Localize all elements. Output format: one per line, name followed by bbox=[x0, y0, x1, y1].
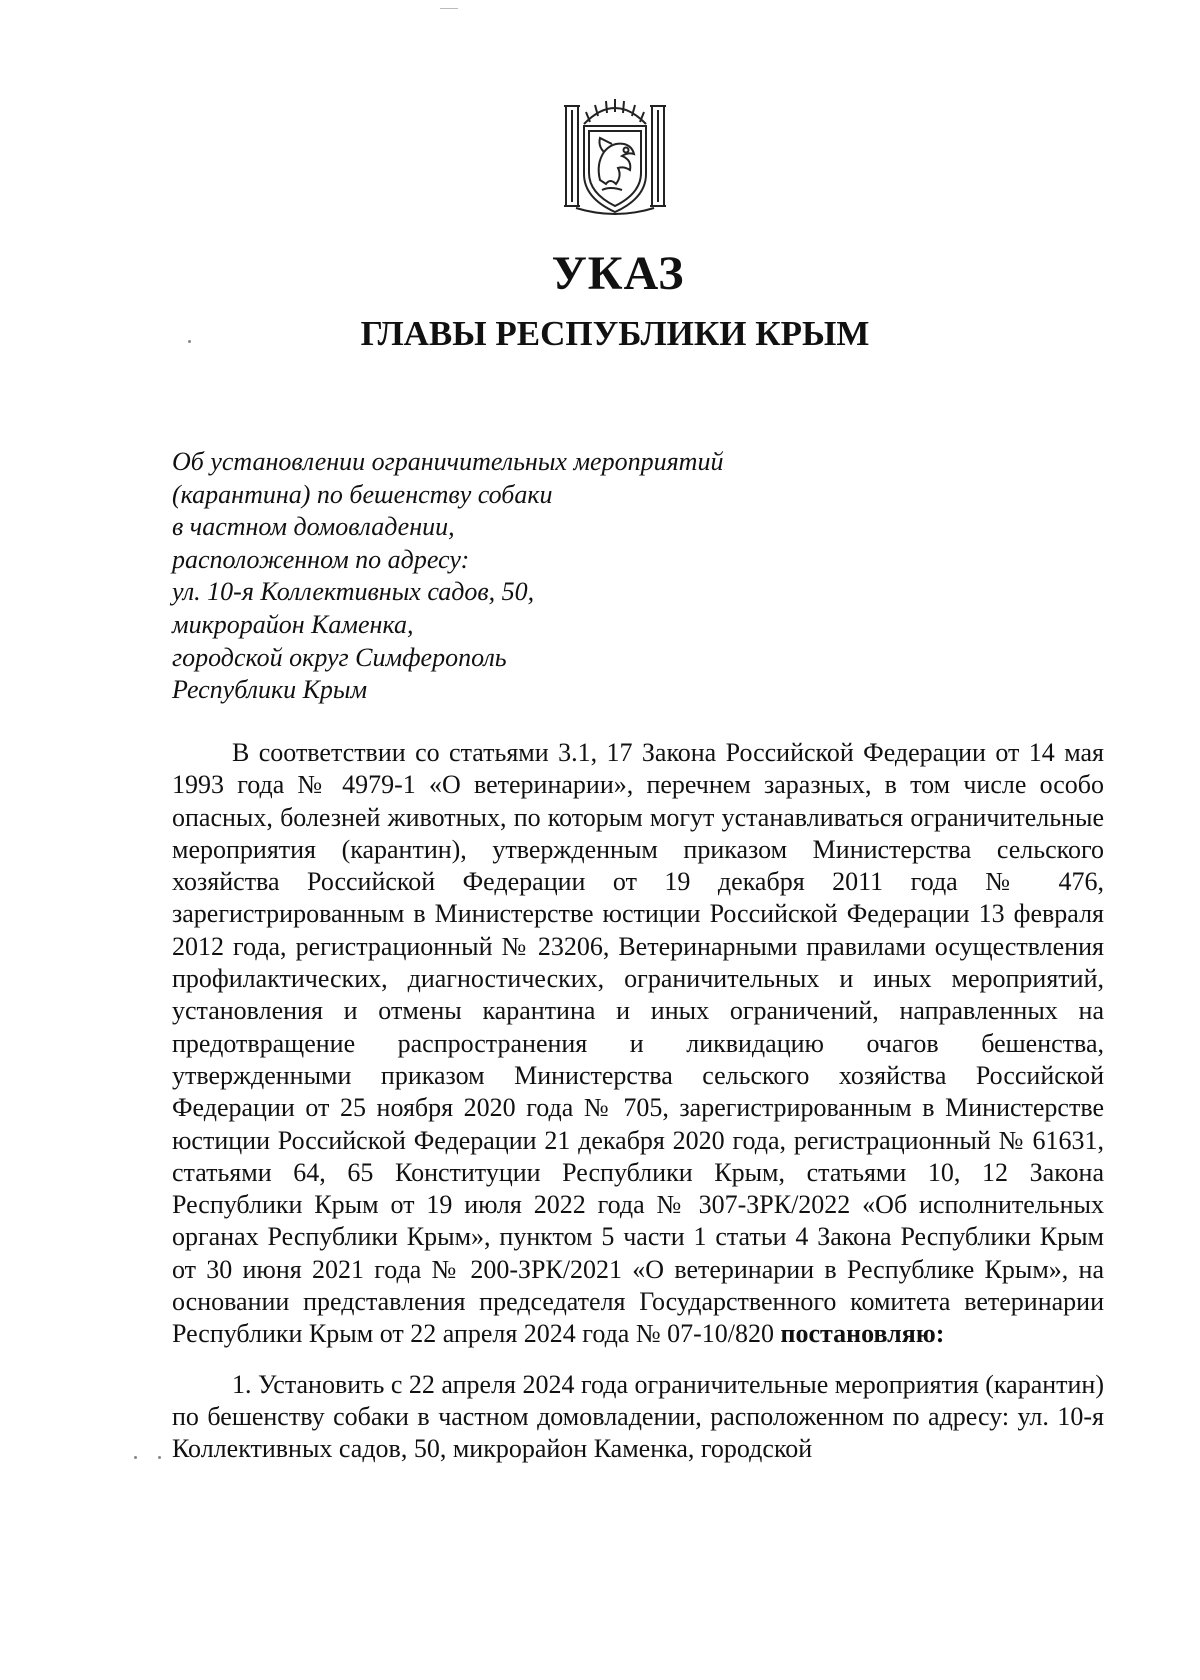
preamble-text: В соответствии со статьями 3.1, 17 Закона Российской Федерации от 14 мая 1993 года № 4979-1 «О ветеринарии», перечнем заразных, в том числе особо опасных, болезней животных, по которым могут устанавливаться ограничительные мероприятия (карантин), утвержденным приказом Министерства сельского хозяйства Российской Федерации от 19 декабря 2011 года № 476, зарегистрированным в Министерстве юстиции Российской Федерации 13 февраля 2012 года, регистрационный № 23206, Ветеринарными правилами осуществления профилактических, диагностических, ограничительных и иных мероприятий, установления и отмены карантина и иных ограничений, направленных на предотвращение распространения и ликвидацию очагов бешенства, утвержденными приказом Министерства сельского хозяйства Российской Федерации от 25 ноября 2020 года № 705, зарегистрированным в Министерстве юстиции Российской Федерации 21 декабря 2020 года, регистрационный № 61631, статьями 64, 65 Конституции Республики Крым, статьями 10, 12 Закона Республики Крым от 19 июля 2022 года № 307-ЗРК/2022 «Об исполнительных органах Республики Крым», пунктом 5 части 1 статьи 4 Закона Республики Крым от 30 июня 2021 года № 200-ЗРК/2021 «О ветеринарии в Республике Крым», на основании представления председателя Государственного комитета ветеринарии Республики Крым от 22 апреля 2024 года № 07-10/820 bbox=[172, 738, 1104, 1349]
document-title: УКАЗ bbox=[551, 247, 685, 300]
coat-of-arms-icon bbox=[562, 94, 668, 218]
heading-line: микрорайон Каменка, bbox=[172, 609, 414, 639]
scan-speck bbox=[440, 8, 458, 9]
heading-line: ул. 10-я Коллективных садов, 50, bbox=[172, 577, 535, 607]
decree-heading bbox=[172, 446, 723, 707]
scan-speck bbox=[134, 1456, 137, 1459]
preamble-paragraph bbox=[172, 737, 1104, 1351]
document-subtitle: ГЛАВЫ РЕСПУБЛИКИ КРЫМ bbox=[360, 314, 870, 353]
heading-line: Республики Крым bbox=[172, 675, 368, 705]
heading-line: городской округ Симферополь bbox=[172, 642, 507, 672]
scan-speck bbox=[188, 340, 191, 343]
heading-line: расположенном по адресу: bbox=[172, 544, 470, 574]
decree-word: постановляю: bbox=[780, 1319, 945, 1349]
scan-speck bbox=[158, 1456, 161, 1459]
heading-line: в частном домовладении, bbox=[172, 512, 455, 542]
heading-line: (карантина) по бешенству собаки bbox=[172, 479, 553, 509]
heading-line: Об установлении ограничительных мероприятий bbox=[172, 447, 724, 476]
decree-item: 1. Установить с 22 апреля 2024 года ограничительные мероприятия (карантин) по бешенству собаки в частном домовладении, расположенном по адресу: ул. 10-я Коллективных садов, 50, микрорайон Каменка, городской bbox=[172, 1369, 1104, 1464]
decree-body bbox=[172, 737, 1104, 1466]
